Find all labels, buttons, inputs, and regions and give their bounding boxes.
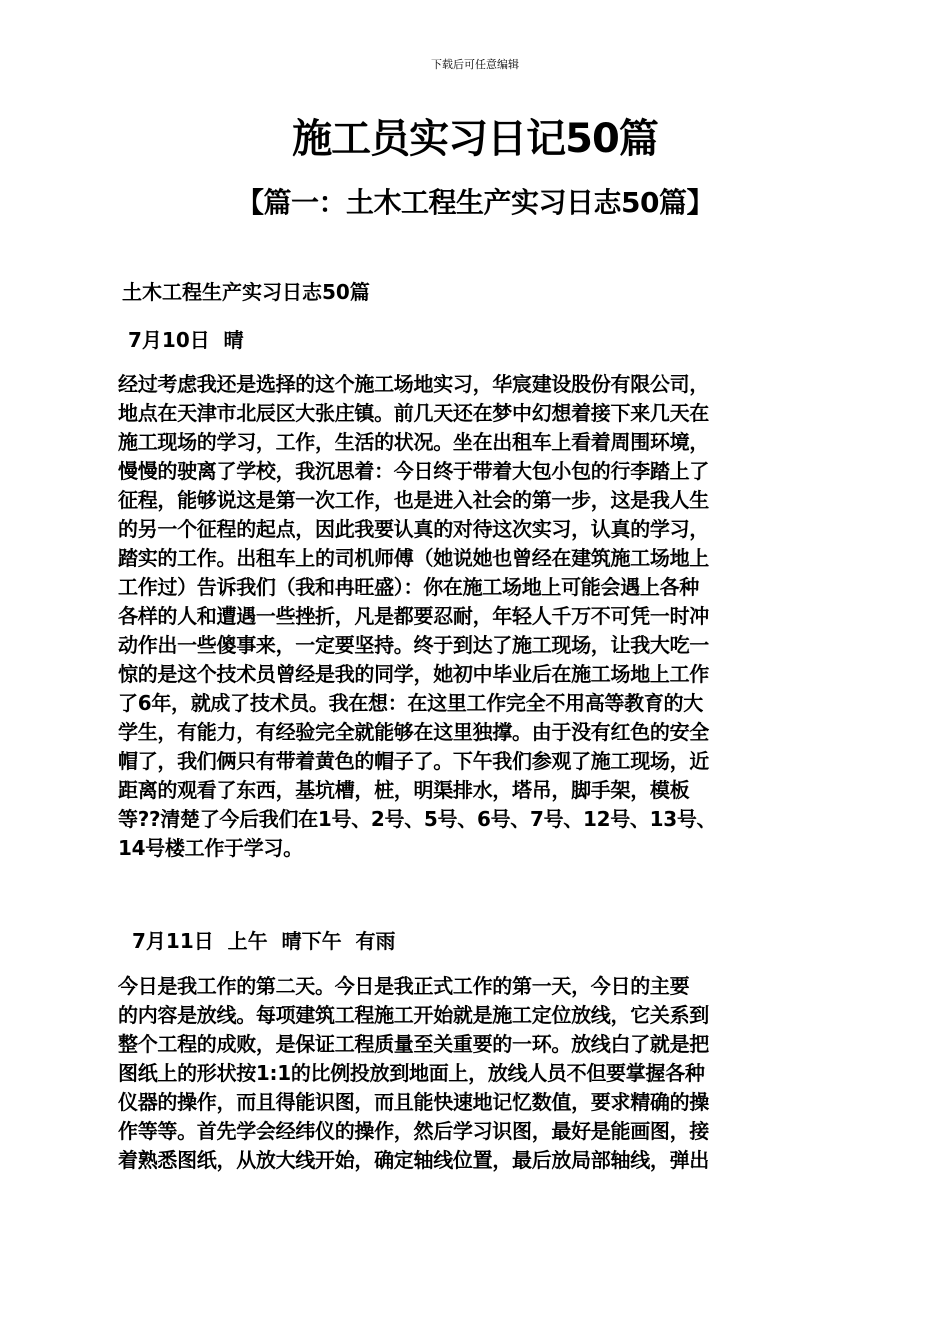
paragraph-line: 今日是我工作的第二天。今日是我正式工作的第一天，今日的主要	[118, 974, 690, 998]
paragraph-line: 作等等。首先学会经纬仪的操作，然后学习识图，最好是能画图，接	[118, 1119, 709, 1143]
paragraph-line: 等??清楚了今后我们在1号、2号、5号、6号、7号、12号、13号、	[118, 807, 717, 831]
entry-paragraph	[118, 370, 838, 863]
entry-paragraph	[118, 972, 838, 1175]
paragraph-line: 了6年，就成了技术员。我在想：在这里工作完全不用高等教育的大	[118, 691, 703, 715]
section-heading: 土木工程生产实习日志50篇	[122, 280, 370, 304]
paragraph-line: 慢慢的驶离了学校，我沉思着：今日终于带着大包小包的行李踏上了	[118, 459, 709, 483]
paragraph-line: 整个工程的成败，是保证工程质量至关重要的一环。放线白了就是把	[118, 1032, 709, 1056]
paragraph-line: 工作过）告诉我们（我和冉旺盛）：你在施工场地上可能会遇上各种	[118, 575, 699, 599]
entry-date: 7月10日 晴	[128, 328, 244, 352]
paragraph-line: 踏实的工作。出租车上的司机师傅（她说她也曾经在建筑施工场地上	[118, 546, 709, 570]
paragraph-line: 图纸上的形状按1:1的比例投放到地面上，放线人员不但要掌握各种	[118, 1061, 705, 1085]
paragraph-line: 的另一个征程的起点，因此我要认真的对待这次实习，认真的学习，	[118, 517, 709, 541]
paragraph-line: 施工现场的学习，工作，生活的状况。坐在出租车上看着周围环境，	[118, 430, 709, 454]
paragraph-line: 距离的观看了东西，基坑槽，桩，明渠排水，塔吊，脚手架，模板	[118, 778, 690, 802]
paragraph-line: 学生，有能力，有经验完全就能够在这里独撑。由于没有红色的安全	[118, 720, 709, 744]
paragraph-line: 着熟悉图纸，从放大线开始，确定轴线位置，最后放局部轴线，弹出	[118, 1148, 709, 1172]
sub-title: 【篇一：土木工程生产实习日志50篇】	[236, 186, 714, 219]
paragraph-line: 动作出一些傻事来，一定要坚持。终于到达了施工现场，让我大吃一	[118, 633, 709, 657]
paragraph-line: 地点在天津市北辰区大张庄镇。前几天还在梦中幻想着接下来几天在	[118, 401, 709, 425]
paragraph-line: 14号楼工作于学习。	[118, 836, 303, 860]
paragraph-line: 各样的人和遭遇一些挫折，凡是都要忍耐，年轻人千万不可凭一时冲	[118, 604, 709, 628]
paragraph-line: 征程，能够说这是第一次工作，也是进入社会的第一步，这是我人生	[118, 488, 709, 512]
paragraph-line: 仪器的操作，而且得能识图，而且能快速地记忆数值，要求精确的操	[118, 1090, 709, 1114]
paragraph-line: 经过考虑我还是选择的这个施工场地实习，华宸建设股份有限公司，	[118, 372, 709, 396]
main-title: 施工员实习日记50篇	[292, 116, 658, 162]
entry-date: 7月11日 上午 晴下午 有雨	[132, 929, 396, 953]
paragraph-line: 帽了，我们俩只有带着黄色的帽子了。下午我们参观了施工现场，近	[118, 749, 709, 773]
header-note: 下载后可任意编辑	[431, 58, 519, 71]
paragraph-line: 的内容是放线。每项建筑工程施工开始就是施工定位放线，它关系到	[118, 1003, 709, 1027]
paragraph-line: 惊的是这个技术员曾经是我的同学，她初中毕业后在施工场地上工作	[118, 662, 709, 686]
